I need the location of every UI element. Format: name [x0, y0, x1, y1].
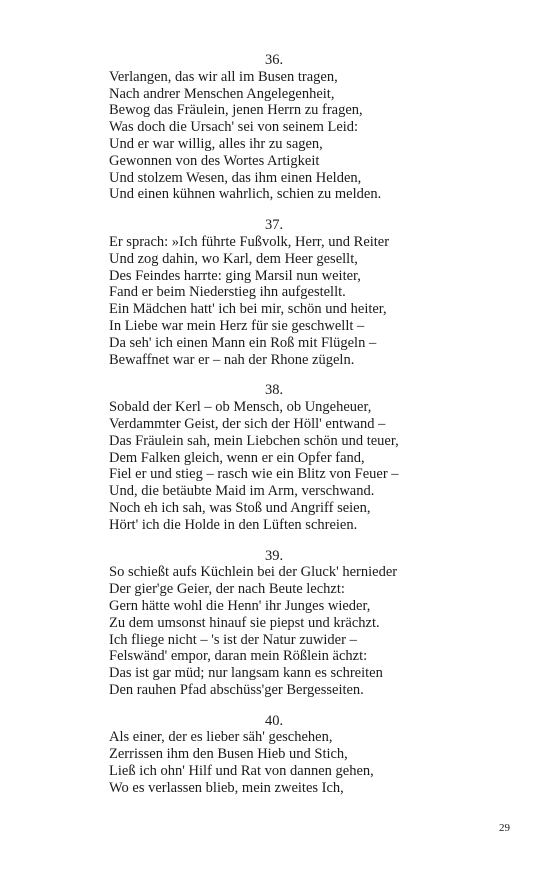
verse-line: Und zog dahin, wo Karl, dem Heer gesellt,	[109, 250, 358, 267]
verse-line: Gern hätte wohl die Henn' ihr Junges wieder,	[109, 597, 371, 614]
stanza-number: 40.	[264, 712, 284, 729]
verse-line: Verlangen, das wir all im Busen tragen,	[109, 68, 338, 85]
verse-line: Fiel er und stieg – rasch wie ein Blitz von Feuer –	[109, 466, 399, 483]
verse-line: Das Fräulein sah, mein Liebchen schön und teuer,	[109, 432, 399, 449]
verse-line: Zu dem umsonst hinauf sie piepst und krächzt.	[109, 614, 380, 631]
verse-line: Fand er beim Niederstieg ihn aufgestellt.	[109, 284, 346, 301]
verse-line: Den rauhen Pfad abschüss'ger Bergesseiten.	[109, 681, 364, 698]
verse-line: Verdammter Geist, der sich der Höll' entwand –	[109, 415, 386, 432]
verse-line: Wo es verlassen blieb, mein zweites Ich,	[109, 779, 344, 796]
poem-body	[109, 52, 439, 811]
stanza-number: 36.	[264, 52, 284, 68]
verse-line: So schießt aufs Küchlein bei der Gluck' hernieder	[109, 564, 398, 581]
stanza	[109, 548, 439, 699]
verse-line: Bewaffnet war er – nah der Rhone zügeln.	[109, 351, 355, 368]
stanza	[109, 217, 439, 368]
verse-line: Das ist gar müd; nur langsam kann es schreiten	[109, 665, 383, 682]
verse-line: Noch eh ich sah, was Stoß und Angriff seien,	[109, 499, 371, 516]
verse-line: Nach andrer Menschen Angelegenheit,	[109, 85, 335, 102]
stanza	[109, 713, 439, 797]
verse-line: Dem Falken gleich, wenn er ein Opfer fand,	[109, 449, 365, 466]
stanza	[109, 382, 439, 533]
page-number: 29	[499, 822, 510, 834]
verse-line: Und stolzem Wesen, das ihm einen Helden,	[109, 169, 362, 186]
verse-line: Felswänd' empor, daran mein Rößlein ächzt:	[109, 648, 368, 665]
verse-line: Als einer, der es lieber säh' geschehen,	[109, 729, 333, 746]
stanza-number: 38.	[264, 382, 284, 399]
verse-line: Was doch die Ursach' sei von seinem Leid:	[109, 119, 359, 136]
verse-line: In Liebe war mein Herz für sie geschwellt –	[109, 317, 365, 334]
verse-line: Der gier'ge Geier, der nach Beute lechzt:	[109, 581, 345, 598]
verse-line: Ich fliege nicht – 's ist der Natur zuwider –	[109, 631, 357, 648]
verse-line: Und einen kühnen wahrlich, schien zu melden.	[109, 186, 382, 203]
verse-line: Sobald der Kerl – ob Mensch, ob Ungeheuer,	[109, 399, 372, 416]
verse-line: Gewonnen von des Wortes Artigkeit	[109, 152, 320, 169]
verse-line: Da seh' ich einen Mann ein Roß mit Flügeln –	[109, 334, 377, 351]
verse-line: Er sprach: »Ich führte Fußvolk, Herr, und Reiter	[109, 233, 390, 250]
verse-line: Und, die betäubte Maid im Arm, verschwand.	[109, 483, 375, 500]
stanza-number: 39.	[264, 547, 284, 564]
verse-line: Und er war willig, alles ihr zu sagen,	[109, 135, 323, 152]
stanza	[109, 52, 439, 203]
verse-line: Zerrissen ihm den Busen Hieb und Stich,	[109, 746, 348, 763]
stanza-number: 37.	[264, 217, 284, 234]
verse-line: Hört' ich die Holde in den Lüften schreien.	[109, 516, 358, 533]
verse-line: Bewog das Fräulein, jenen Herrn zu fragen,	[109, 102, 363, 119]
verse-line: Des Feindes harrte: ging Marsil nun weiter,	[109, 267, 361, 284]
verse-line: Ein Mädchen hatt' ich bei mir, schön und heiter,	[109, 301, 387, 318]
verse-line: Ließ ich ohn' Hilf und Rat von dannen gehen,	[109, 763, 374, 780]
